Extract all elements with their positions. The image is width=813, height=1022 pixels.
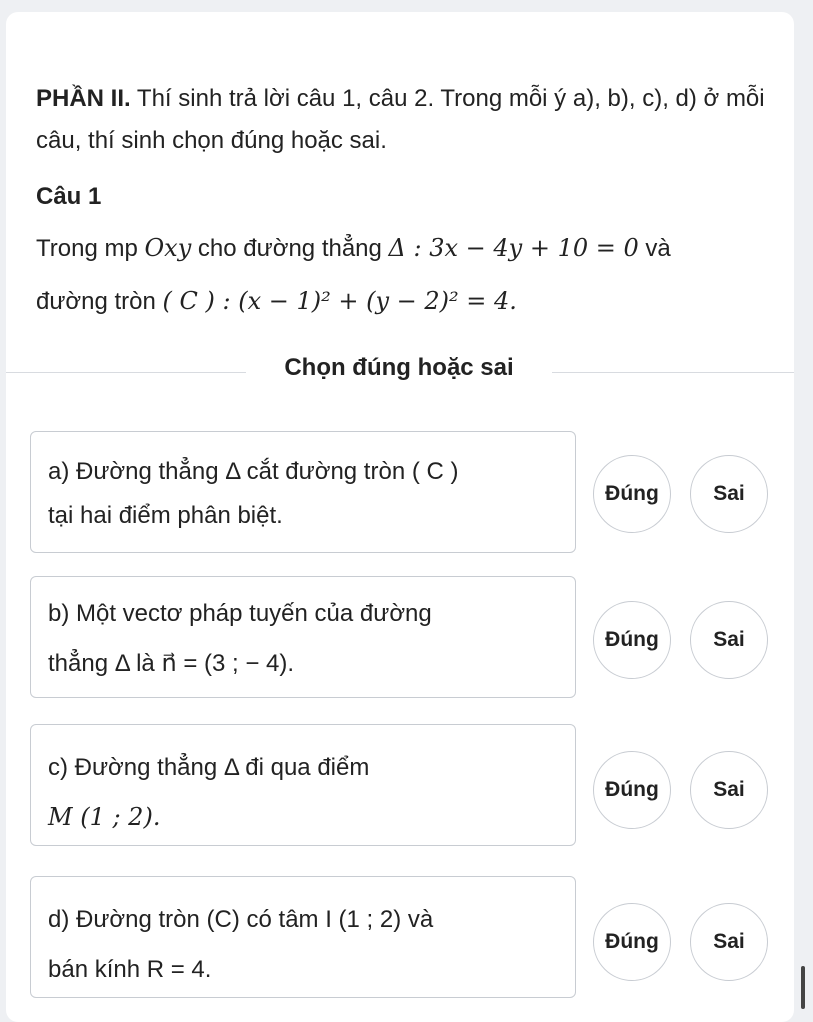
statement-c-false-button[interactable]: Sai bbox=[690, 751, 768, 829]
question-title: Câu 1 bbox=[36, 183, 102, 210]
part-instruction bbox=[36, 78, 776, 162]
part-label: PHẦN II. bbox=[36, 85, 131, 112]
statement-c-line2: M (1 ; 2). bbox=[48, 803, 161, 831]
statement-d-true-button[interactable]: Đúng bbox=[593, 903, 671, 981]
statement-d-line1: d) Đường tròn (C) có tâm I (1 ; 2) và bbox=[48, 906, 434, 933]
statement-d-box bbox=[30, 876, 576, 998]
question-line-1: Trong mp Oxy cho đường thẳng Δ : 3x − 4y + 10 = 0 và bbox=[36, 234, 671, 262]
question-line-2: đường tròn ( C ) : (x − 1)² + (y − 2)² = 4. bbox=[36, 287, 517, 315]
statement-a-true-button[interactable]: Đúng bbox=[593, 455, 671, 533]
statement-b-line2: thẳng Δ là n⃗ = (3 ; − 4). bbox=[48, 650, 295, 677]
statement-d-false-button[interactable]: Sai bbox=[690, 903, 768, 981]
instruction-text: Thí sinh trả lời câu 1, câu 2. Trong mỗi ý a), b), c), d) ở mỗi câu, thí sinh chọn đúng hoặc sai. bbox=[36, 85, 765, 154]
statement-b-line1: b) Một vectơ pháp tuyến của đường bbox=[48, 600, 432, 627]
statement-b-box bbox=[30, 576, 576, 698]
statement-a-box bbox=[30, 431, 576, 553]
statement-b-false-button[interactable]: Sai bbox=[690, 601, 768, 679]
scrollbar[interactable] bbox=[801, 966, 805, 1009]
statement-c-box bbox=[30, 724, 576, 846]
statement-a-line2: tại hai điểm phân biệt. bbox=[48, 502, 283, 529]
section-title: Chọn đúng hoặc sai bbox=[284, 354, 514, 381]
statement-c-true-button[interactable]: Đúng bbox=[593, 751, 671, 829]
statement-a-line1: a) Đường thẳng Δ cắt đường tròn ( C ) bbox=[48, 458, 459, 485]
math-line-equation: Δ : 3x − 4y + 10 = 0 bbox=[388, 234, 639, 262]
statement-c-line1: c) Đường thẳng Δ đi qua điểm bbox=[48, 754, 370, 781]
math-circle-equation: ( C ) : (x − 1)² + (y − 2)² = 4. bbox=[162, 287, 517, 315]
divider-right bbox=[552, 372, 794, 373]
divider-left bbox=[6, 372, 246, 373]
statement-a-false-button[interactable]: Sai bbox=[690, 455, 768, 533]
statement-d-line2: bán kính R = 4. bbox=[48, 956, 212, 983]
math-oxy: Oxy bbox=[144, 234, 192, 262]
statement-b-true-button[interactable]: Đúng bbox=[593, 601, 671, 679]
question-text bbox=[36, 222, 776, 328]
